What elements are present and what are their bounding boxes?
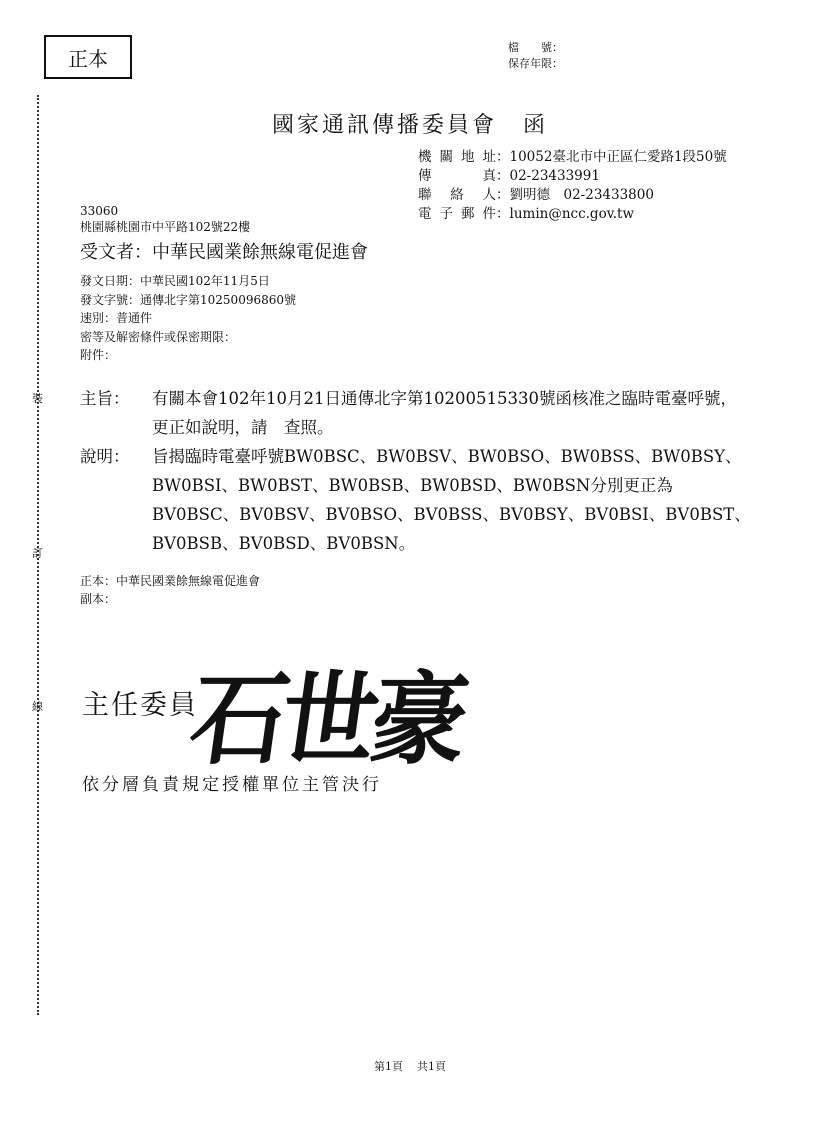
- address-line: 桃園縣桃園市中平路102號22樓: [80, 220, 251, 234]
- explanation-label: 說明：: [80, 447, 130, 466]
- explanation-paragraph: [80, 442, 752, 558]
- receiver-name: 中華民國業餘無線電促進會: [152, 242, 368, 263]
- page-number: 第1頁 共1頁: [374, 1060, 446, 1073]
- original-copy-stamp: [44, 35, 132, 79]
- signatory-signature: 石世豪: [183, 659, 471, 779]
- issue-number: 發文字號：通傳北字第10250096860號: [80, 292, 296, 307]
- delegation-note: 依分層負責規定授權單位主管決行: [82, 775, 382, 795]
- document-type: 函: [523, 113, 549, 138]
- contact-row: 機關地址：10052臺北市中正區仁愛路1段50號: [418, 149, 727, 165]
- attachments: 附件：: [80, 348, 117, 362]
- document-body: [80, 384, 752, 558]
- issue-info: [80, 272, 296, 365]
- binding-mark-bottom: 線: [32, 700, 43, 713]
- issue-date: 發文日期：中華民國102年11月5日: [80, 274, 270, 288]
- issuing-org: 國家通訊傳播委員會: [271, 113, 497, 138]
- classification: 密等及解密條件或保密期限：: [80, 329, 237, 344]
- subject-text: 有關本會102年10月21日通傳北字第10200515330號函核准之臨時電臺呼號，更正如說明，請 查照。: [152, 389, 737, 437]
- stamp-label: 正本: [68, 46, 108, 71]
- file-number-label: 檔 號：: [508, 41, 563, 54]
- receiver-label: 受文者：: [80, 242, 152, 263]
- priority: 速別：普通件: [80, 311, 153, 325]
- contact-row: 電子郵件：lumin@ncc.gov.tw: [418, 206, 634, 222]
- recipient-address: [80, 203, 250, 235]
- contact-row: 傳 真：02-23433991: [418, 168, 600, 184]
- subject-paragraph: [80, 384, 752, 442]
- cc-recipient: 副本：: [80, 592, 117, 606]
- archive-meta: [508, 40, 563, 72]
- original-recipient: 正本：中華民國業餘無線電促進會: [80, 574, 261, 588]
- subject-label: 主旨：: [80, 389, 130, 408]
- explanation-text: 旨揭臨時電臺呼號BW0BSC、BW0BSV、BW0BSO、BW0BSS、BW0BSY、BW0BSI、BW0BST、BW0BSB、BW0BSD、BW0BSN分別更正為BV0BSC、BV0BSV、BV0BSO、BV0BSS、BV0BSY、BV0BSI、BV0BST、BV0BSB、BV0BSD、BV0BSN。: [152, 447, 751, 553]
- document-title: [0, 108, 820, 139]
- signatory-title: 主任委員: [82, 690, 198, 721]
- distribution: [80, 572, 260, 608]
- postcode: 33060: [80, 204, 119, 218]
- binding-mark-middle: 訂: [32, 547, 43, 560]
- retention-period-label: 保存年限：: [508, 57, 563, 70]
- receiver: [80, 238, 368, 264]
- binding-mark-top: 裝: [32, 392, 43, 405]
- contact-row: 聯 絡 人：劉明德 02-23433800: [418, 187, 654, 203]
- contact-info: [418, 148, 727, 224]
